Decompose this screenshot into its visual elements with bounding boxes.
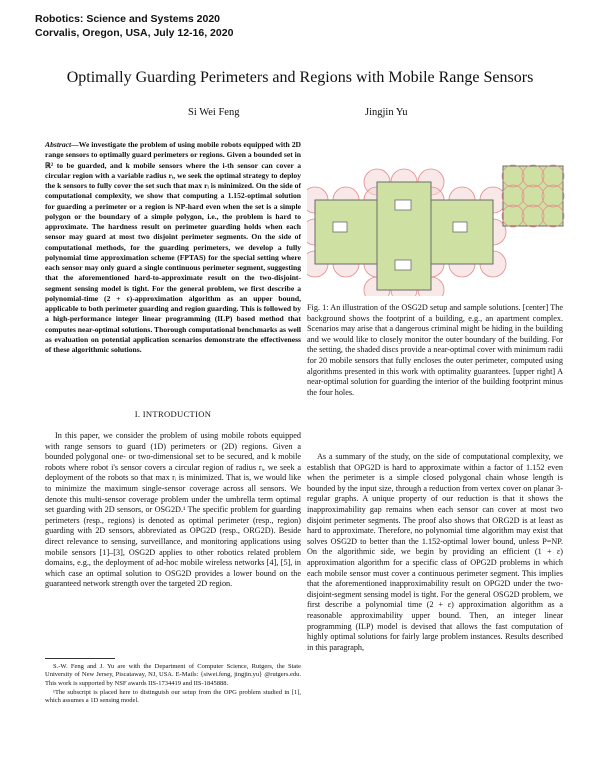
building-wing-center bbox=[377, 182, 431, 290]
footnotes bbox=[45, 663, 301, 706]
building-hole-3 bbox=[395, 260, 411, 270]
figure-1 bbox=[307, 160, 569, 296]
intro-paragraph: In this paper, we consider the problem of using mobile robots equipped with range sensors to guard (1D) perimeters or (2D) regions. Given a bounded polygonal one- or two-dimensional set to be secured, and k mobile robots where robot i's sensor covers a circular region of radius rᵢ, we seek a deployment of the robots so that max rᵢ is minimized. That is, we would like to minimize the maximum single-sensor coverage across all sensors. We denote this multi-sensor coverage problem under the umbrella term optimal set guarding with 2D sensors, or OSG2D.¹ The specific problem for guarding perimeters (resp., regions) is denoted as optimal perimeter (resp., region) guarding with 2D sensors, abbreviated as OPG2D (resp., ORG2D). Beside direct relevance to sensing, surveillance, and monitoring applications using mobile sensors [1]–[3], OSG2D applies to other robotics related problem domains, e.g., the deployment of ad-hoc mobile wireless networks [4], [5], in which case an optimal solution to OSG2D provides a lower bound on the guaranteed network strength over the targeted 2D region. bbox=[45, 431, 301, 589]
building-hole-2 bbox=[395, 200, 411, 210]
footnote-rule bbox=[45, 658, 115, 659]
figure-1-illustration bbox=[307, 160, 569, 296]
section-heading-introduction: I. INTRODUCTION bbox=[134, 409, 212, 419]
venue-header bbox=[35, 12, 435, 40]
building-hole-1 bbox=[333, 222, 347, 232]
venue-line-2: Corvalis, Oregon, USA, July 12-16, 2020 bbox=[35, 27, 234, 39]
abstract bbox=[45, 140, 301, 355]
summary-paragraph: As a summary of the study, on the side of computational complexity, we establish that OPG2D is hard to approximate within a factor of 1.152 even when the perimeter is a simple closed polygonal chain whose length is bounded by the input size, through a reduction from vertex cover on planar 3-regular graphs. A unique property of our reduction is that it shows the inapproximability gap remains when each sensor can cover at most two disjoint perimeter segments. The proof also shows that ORG2D is at least as hard to approximate. Therefore, no polynomial time algorithm may exist that solves OSG2D to better than the 1.152-optimal lower bound, unless P=NP. On the algorithmic side, we begin by providing an efficient (1 + ε) approximation algorithm for a specific class of OPG2D problems in which each mobile sensor must cover a continuous perimeter segment. This implies that the aforementioned inapproximability result on OPG2D under the two-disjoint-segment sensing model is tight. For the general OSG2D problem, we first describe a polynomial time (2 + ε) approximation algorithm as a reasonable approximability upper bound. Then, an integer linear programming (ILP) model is devised that allows the fast computation of highly optimal solutions for fairly large problem instances. Results described in this paragraph, bbox=[307, 452, 563, 652]
abstract-text: —We investigate the problem of using mobile robots equipped with 2D range sensors to optimally guard perimeters or regions. Given a bounded set in ℝ² to be guarded, and k mobile sensors where the i-th sensor can cover a circular region with a variable radius rᵢ, we seek the optimal strategy to deploy the k sensors to fully cover the set such that max rᵢ is minimized. On the side of computational complexity, we show that computing a 1.152-optimal solution for guarding a perimeter or a region is NP-hard even when the set is a simple polygon or the boundary of a simple polygon, i.e., the problem is hard to approximate. The hardness result on perimeter guarding holds when each sensor may guard at most two disjoint perimeter segments. On the side of computational methods, for the guarding perimeters, we develop a fully polynomial time approximation scheme (FPTAS) for the special setting where each sensor may only guard a single continuous perimeter segment, suggesting that the aforementioned hard-to-approximate result on the two-disjoint-segment sensing model is tight. For the general problem, we first describe a polynomial-time (2 + ε)-approximation algorithm as an upper bound, applicable to both perimeter guarding and region guarding. This is followed by a high-performance integer linear programming (ILP) based method that computes near-optimal solutions. Thorough computational benchmarks as well as evaluation on potential application scenarios demonstrate the effectiveness of these algorithmic solutions. bbox=[45, 140, 301, 354]
figure-1-caption: Fig. 1: An illustration of the OSG2D setup and sample solutions. [center] The background shows the footprint of a building, e.g., an apartment complex. Scenarios may arise that a dangerous criminal might be hiding in the building and we would like to closely monitor the outer boundary of the building. For the setting, the shaded discs provide a near-optimal cover with minimum radii for 20 mobile sensors that fully encloses the outer perimeter, computed using algorithms presented in this work with optimality guarantees. [upper right] A near-optimal solution for guarding the interior of the building footprint minus the four holes. bbox=[307, 303, 563, 397]
venue-line-1: Robotics: Science and Systems 2020 bbox=[35, 13, 220, 25]
author-1: Si Wei Feng bbox=[188, 107, 240, 118]
building-hole-4 bbox=[453, 222, 467, 232]
footnote-affiliation: S.-W. Feng and J. Yu are with the Department of Computer Science, Rutgers, the State University of New Jersey, Piscataway, NJ, USA. E-Mails: {siwei.feng, jingjin.yu} @rutgers.edu. This work is supported by NSF awards IIS-1734419 and IIS-1845888. bbox=[45, 663, 301, 687]
footnote-subscript: ¹The subscript is placed here to distinguish our setup from the OPG problem studied in [1], which assumes a 1D sensing model. bbox=[45, 688, 301, 705]
paper-title: Optimally Guarding Perimeters and Regions with Mobile Range Sensors bbox=[66, 69, 534, 86]
author-2: Jingjin Yu bbox=[365, 107, 408, 118]
building-upper-right-solution bbox=[503, 166, 563, 226]
abstract-label: Abstract bbox=[45, 140, 72, 149]
